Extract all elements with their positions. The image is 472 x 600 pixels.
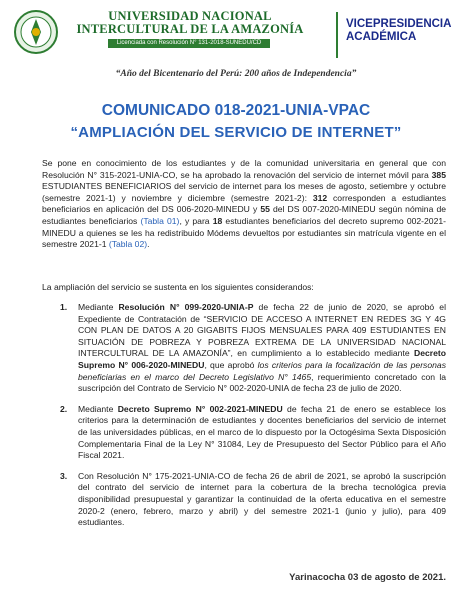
count-385: 385	[431, 169, 446, 180]
letterhead	[0, 0, 472, 62]
university-name-line2: INTERCULTURAL DE LA AMAZONÍA	[76, 22, 304, 36]
list-item-number: 1.	[60, 302, 68, 312]
item2-text-c: de fecha 21 de enero se establece los criterios para la determinación de estudiantes y docentes beneficiarios del servicio de internet de las universidades públicas, en el marco de lo dispuesto por la Octogésima Sexta Disposición Complementaria Final de la Ley N° 31084, Ley de Presupuesto del Sector Público para el Año Fiscal 2021.	[78, 403, 446, 461]
list-item-number: 2.	[60, 403, 68, 414]
count-18: 18	[212, 215, 223, 226]
intro-text-g: .	[147, 239, 150, 250]
place-date: Yarinacocha 03 de agosto de 2021.	[289, 572, 446, 583]
communique-subtitle: “AMPLIACIÓN DEL SERVICIO DE INTERNET”	[70, 124, 402, 141]
header-divider	[336, 12, 338, 58]
item2-decree: Decreto Supremo N° 002-2021-MINEDU	[117, 403, 283, 414]
item1-text-a: Mediante	[78, 302, 119, 312]
list-item	[60, 471, 446, 529]
item1-criteria: los criterios para la focalización de las personas beneficiarias en el marco del Decreto Legislativo N° 1465	[78, 359, 446, 382]
table-02-ref: (Tabla 02)	[108, 239, 148, 250]
license-bar: Licenciada con Resolución N° 131-2018-SUNEDU/CD	[108, 39, 270, 48]
list-item-number: 3.	[60, 470, 68, 481]
university-logo-icon	[14, 10, 58, 54]
intro-text-e: , y para	[179, 215, 213, 226]
item3-text: Con Resolución N° 175-2021-UNIA-CO de fecha 26 de abril de 2021, se aprobó la suscripción del contrato del servicio de internet para la cobertura de la brecha tecnológica previa disponibilidad presupuestal y garantizar la continuidad de la oferta educativa en el semestre 2020-2 (enero, febrero, marzo y abril) y del semestre 2021-1 (junio y julio), para 409 estudiantes.	[78, 470, 446, 528]
item1-resolution: Resolución N° 099-2020-UNIA-P	[118, 302, 254, 312]
intro-text-b: ESTUDIANTES BENEFICIARIOS del servicio de internet para los meses de agosto, setiembre y octubre (semestre 2021-1) y noviembre y diciembre (semestre 2021-2):	[42, 181, 446, 203]
office-name	[346, 18, 466, 44]
table-01-ref: (Tabla 01)	[140, 215, 180, 226]
university-name-line1: UNIVERSIDAD NACIONAL	[108, 9, 272, 23]
year-motto: “Año del Bicentenario del Perú: 200 años de Independencia”	[115, 69, 357, 79]
item1-decree: Decreto Supremo N° 006-2020-MINEDU	[78, 348, 446, 370]
item1-text-e: , requerimiento concretado con la suscripción del Contrato de Servicio N° 002-2020-UNIA de fecha 23 de julio de 2020.	[78, 371, 447, 394]
considerations-intro: La ampliación del servicio se sustenta en los siguientes considerandos:	[42, 282, 314, 292]
considerations-list	[60, 302, 446, 538]
item2-text-a: Mediante	[78, 403, 118, 414]
office-line1: VICEPRESIDENCIA	[346, 18, 452, 30]
list-item	[60, 404, 446, 462]
intro-text-d: del DS 007-2020-MINEDU según nómina de estudiantes beneficiarios	[42, 204, 446, 226]
count-55: 55	[260, 204, 270, 215]
university-name-block	[60, 10, 320, 48]
office-line2: ACADÉMICA	[346, 31, 417, 43]
intro-text-c: corresponden a estudiantes beneficiarios en aplicación del DS 006-2020-MINEDU y	[42, 192, 446, 215]
item1-text-c: de fecha 22 de junio de 2020, se aprobó el Expediente de Contratación de “SERVICIO DE ACCESO A INTERNET EN REDES 3G Y 4G CON PLAN DE DATOS A 20 GIGABITS FIJOS MENSUALES PARA 409 ESTUDIANTES EN SITUACIÓN DE POBREZA Y POBREZA EXTREMA DE LA UNIVERSIDAD NACIONAL INTERCULTURAL DE LA AMAZONÍA”, en cumplimiento a lo establecido mediante	[78, 302, 446, 359]
intro-text-f: estudiantes beneficiarios del decreto supremo 002-2021-MINEDU a quienes se les ha redistribuido Módems devueltos por estudiantes sin matrícula vigente en el semestre 2021-1	[42, 215, 447, 250]
item1-text-d: , que aprobó	[204, 359, 258, 370]
count-312: 312	[312, 192, 328, 203]
list-item	[60, 302, 446, 395]
intro-paragraph	[42, 158, 446, 251]
communique-title: COMUNICADO 018-2021-UNIA-VPAC	[101, 102, 371, 119]
intro-text-a: Se pone en conocimiento de los estudiantes y de la comunidad universitaria en general que con Resolución N° 315-2021-UNIA-CO, se ha aprobado la renovación del servicio de internet móvil para	[42, 158, 446, 180]
